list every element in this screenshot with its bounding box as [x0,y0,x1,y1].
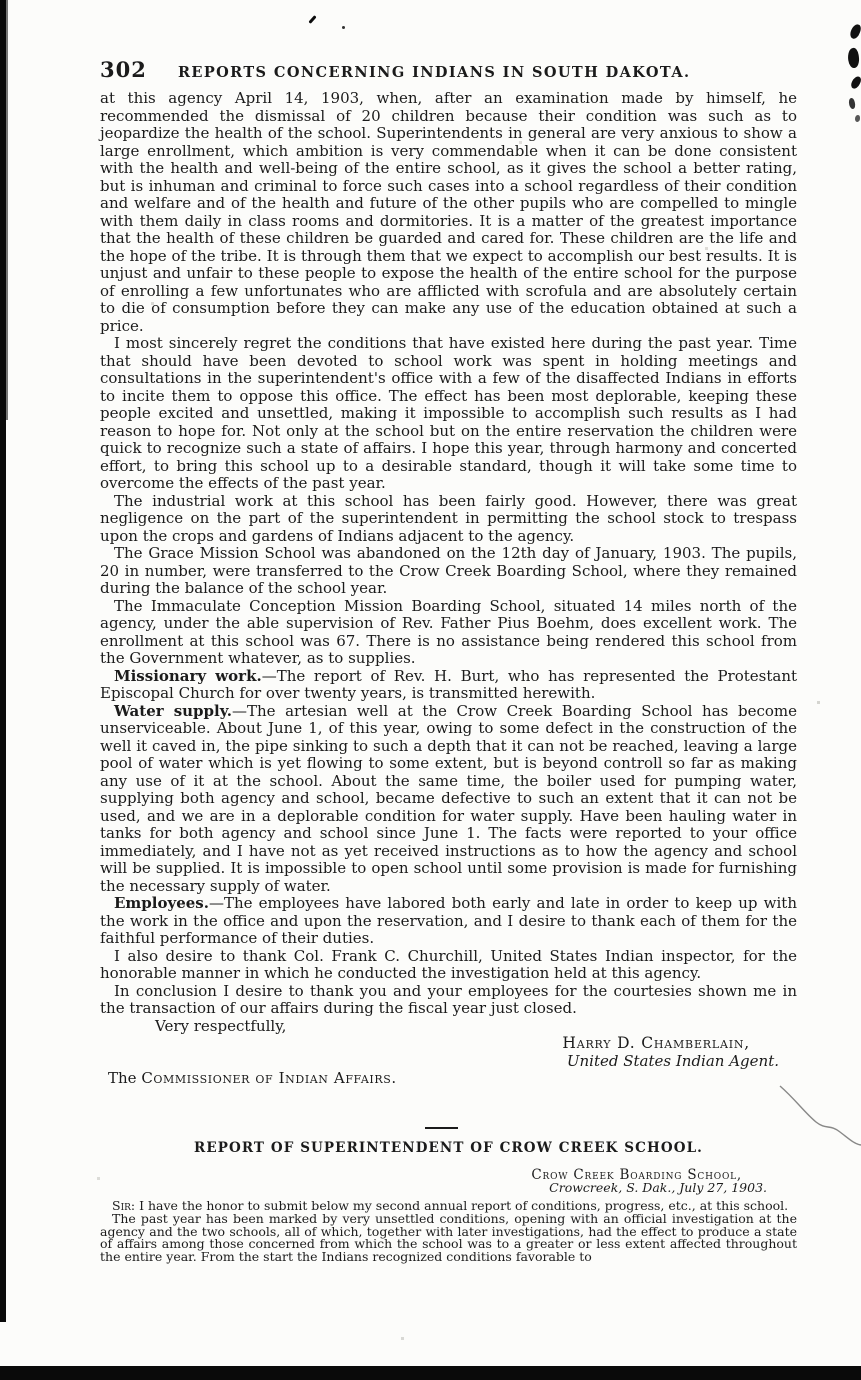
ink-smudge [848,97,857,109]
pen-mark [342,26,345,29]
section-divider [425,1127,458,1129]
paragraph: The Immaculate Conception Mission Boarding School, situated 14 miles north of the agency, under the able supervision of Rev. Father Pius Boehm, does excellent work. The enrollment at this school was 67. There is no assistance being rendered this school from the Government whatever, as to supplies. [100,596,797,667]
paragraph: at this agency April 14, 1903, when, after an examination made by himself, he recommended the dismissal of 20 children because their condition was such as to jeopardize the health of the school. Superintendents in general are very anxious to show a large enrollment, which ambition is very commendable when it can be done consistent with the health and well-being of the entire school, as it gives the school a better rating, but is inhuman and criminal to force such cases into a school regardless of their condition and welfare and of the health and future of the other pupils who are compelled to mingle with them daily in class rooms and dormitories. It is a matter of the greatest importance that the health of these children be guarded and cared for. These children are the life and the hope of the tribe. It is through them that we expect to accomplish our best results. It is unjust and unfair to these people to expose the health of the entire school for the purpose of enrolling a few unfortunates who are afflicted with scrofula and are absolutely certain to die of consumption before they can make any use of the education obtained at such a price. [100,89,797,335]
paragraph-lead: Water supply. [114,701,232,720]
dateline-place-date: Crowcreek, S. Dak., July 27, 1903. [549,1179,767,1195]
signature-name: Harry D. Chamberlain, [562,1034,750,1052]
agent-report-body [100,90,797,1088]
page-number: 302 [100,57,147,82]
addressee-name: Commissioner of Indian Affairs. [141,1069,397,1087]
scan-edge-bottom [0,1366,861,1380]
paragraph-lead: Missionary work. [114,666,262,685]
ink-smudge [847,47,861,68]
superintendent-report [100,1142,797,1264]
superintendent-report-paragraphs [100,1197,797,1265]
agent-report-paragraphs [100,90,797,1018]
superintendent-report-heading: REPORT OF SUPERINTENDENT OF CROW CREEK SCHOOL. [194,1140,703,1156]
paragraph: Sir: I have the honor to submit below my second annual report of conditions, progress, etc., at this school. [112,1197,789,1213]
scan-edge-left [0,0,6,1322]
paragraph-lead: Employees. [114,894,209,912]
paragraph-lead: Sir: [112,1197,136,1213]
running-title: REPORTS CONCERNING INDIANS IN SOUTH DAKOTA. [177,64,691,81]
paragraph: I also desire to thank Col. Frank C. Churchill, United States Indian inspector, for the honorable manner in which he conducted the investigation held at this agency. [100,946,797,982]
addressee-line [100,1070,797,1088]
addressee-prefix: The [108,1069,142,1087]
paragraph: I most sincerely regret the conditions that have existed here during the past year. Time that should have been devoted to school work was spent in holding meetings and consultations in the superintendent's office with a few of the disaffected Indians in efforts to incite them to oppose this office. The effect has been most deplorable, keeping these people excited and unsettled, making it impossible to accomplish such results as I had reason to hope for. Not only at the school but on the entire reservation the children were quick to recognize such a state of affairs. I hope this year, through harmony and concerted effort, to bring this school up to a desirable standard, though it will take some time to overcome the effects of the past year. [100,334,797,492]
paragraph: Water supply.—The artesian well at the Crow Creek Boarding School has become unserviceable. About June 1, of this year, owing to some defect in the construction of the well it caved in, the pipe sinking to such a depth that it can not be reached, leaving a large pool of water which is yet flowing to some extent, but is beyond controll so far as making any use of it at the school. About the same time, the boiler used for pumping water, supplying both agency and school, became defective to such an extent that it can not be used, and we are in a deplorable condition for water supply. Have been hauling water in tanks for both agency and school since June 1. The facts were reported to your office immediately, and I have not as yet received instructions as to how the agency and school will be supplied. It is impossible to open school until some provision is made for furnishing the necessary supply of water. [100,701,797,895]
paragraph: The industrial work at this school has been fairly good. However, there was great negligence on the part of the superintendent in permitting the school stock to trespass upon the crops and gardens of Indians adjacent to the agency. [100,491,797,545]
ink-smudge [849,23,861,40]
paragraph: In conclusion I desire to thank you and your employees for the courtesies shown me in the transaction of our affairs during the fiscal year just closed. [100,981,797,1017]
paragraph: Missionary work.—The report of Rev. H. Burt, who has represented the Protestant Episcopal Church for over twenty years, is transmitted herewith. [100,666,798,702]
ink-smudge [850,75,861,90]
running-head [100,57,797,82]
dateline-organization: Crow Creek Boarding School, [531,1166,742,1183]
pen-mark [308,15,316,24]
closing-line: Very respectfully, [155,1016,287,1035]
ink-smudge [855,115,860,122]
signature-title: United States Indian Agent. [566,1051,779,1070]
paragraph: The past year has been marked by very unsettled conditions, opening with an official investigation at the agency and the two schools, all of which, together with later investigations, had the effect to produce a state of affairs among those concerned from which the school was to a greater or less extent affected throughout the entire year. From the start the Indians recognized conditions favorable to [100,1210,797,1265]
paragraph: The Grace Mission School was abandoned on the 12th day of January, 1903. The pupils, 20 in number, were transferred to the Crow Creek Boarding School, where they remained during the balance of the school year. [100,544,797,597]
paper-specks [0,0,1,1]
paragraph: Employees.—The employees have labored both early and late in order to keep up with the work in the office and upon the reservation, and I desire to thank each of them for the faithful performance of their duties. [100,894,797,947]
